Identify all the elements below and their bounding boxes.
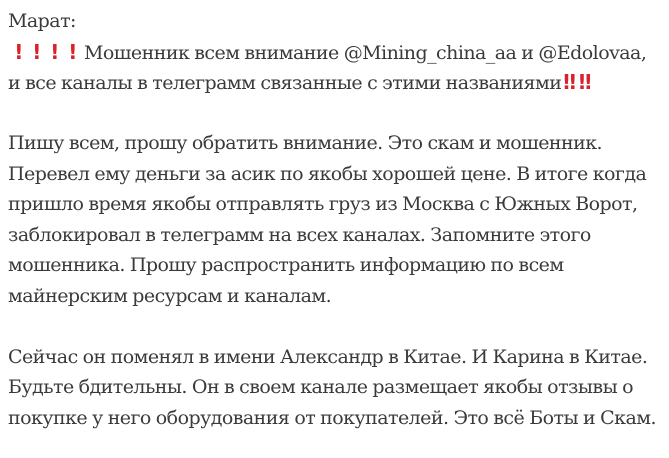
warning-text-1: Мошенник всем внимание @Mining_china_aa и @Edolovaa, (84, 41, 647, 64)
paragraph-line: Будьте бдительны. Он в своем канале размещает якобы отзывы о (8, 376, 634, 398)
paragraph-line: покупке у него оборудования от покупателей. Это всё Боты и Скам. (8, 406, 656, 429)
double-exclamation-icon: ‼ (563, 70, 572, 94)
paragraph-line: Перевел ему деньги за асик по якобы хорошей цене. В итоге когда (8, 162, 647, 185)
paragraph-line: пришло время якобы отправлять груз из Москва с Южных Ворот, (8, 193, 638, 215)
paragraph-line: майнерским ресурсам и каналам. (8, 284, 332, 307)
exclamation-icon: ! (14, 39, 23, 64)
paragraph-spacer (8, 311, 661, 342)
paragraph-line: Сейчас он поменял в имени Александр в Китае. И Карина в Китае. (8, 345, 648, 368)
paragraph-line: заблокировал в телеграмм на всех каналах. Запомните этого (8, 223, 591, 246)
exclamation-icon: ! (68, 39, 77, 64)
exclamation-icon: ! (32, 39, 41, 64)
paragraph-3 (8, 342, 661, 434)
paragraph-spacer (8, 98, 661, 129)
warning-text-2: и все каналы в телеграмм связанные с этими названиями (8, 72, 562, 94)
double-exclamation-icon: ‼ (578, 70, 588, 94)
paragraph-line: Пишу всем, прошу обратить внимание. Это скам и мошенник. (8, 132, 603, 154)
alert-marks (8, 37, 84, 69)
exclamation-icon: ! (50, 39, 59, 64)
warning-line-1 (8, 37, 661, 68)
author-name: Марат: (8, 10, 76, 32)
paragraph-line: мошенника. Прошу распространить информацию по всем (8, 254, 564, 276)
warning-line-2 (8, 67, 661, 98)
paragraph-2 (8, 128, 661, 311)
